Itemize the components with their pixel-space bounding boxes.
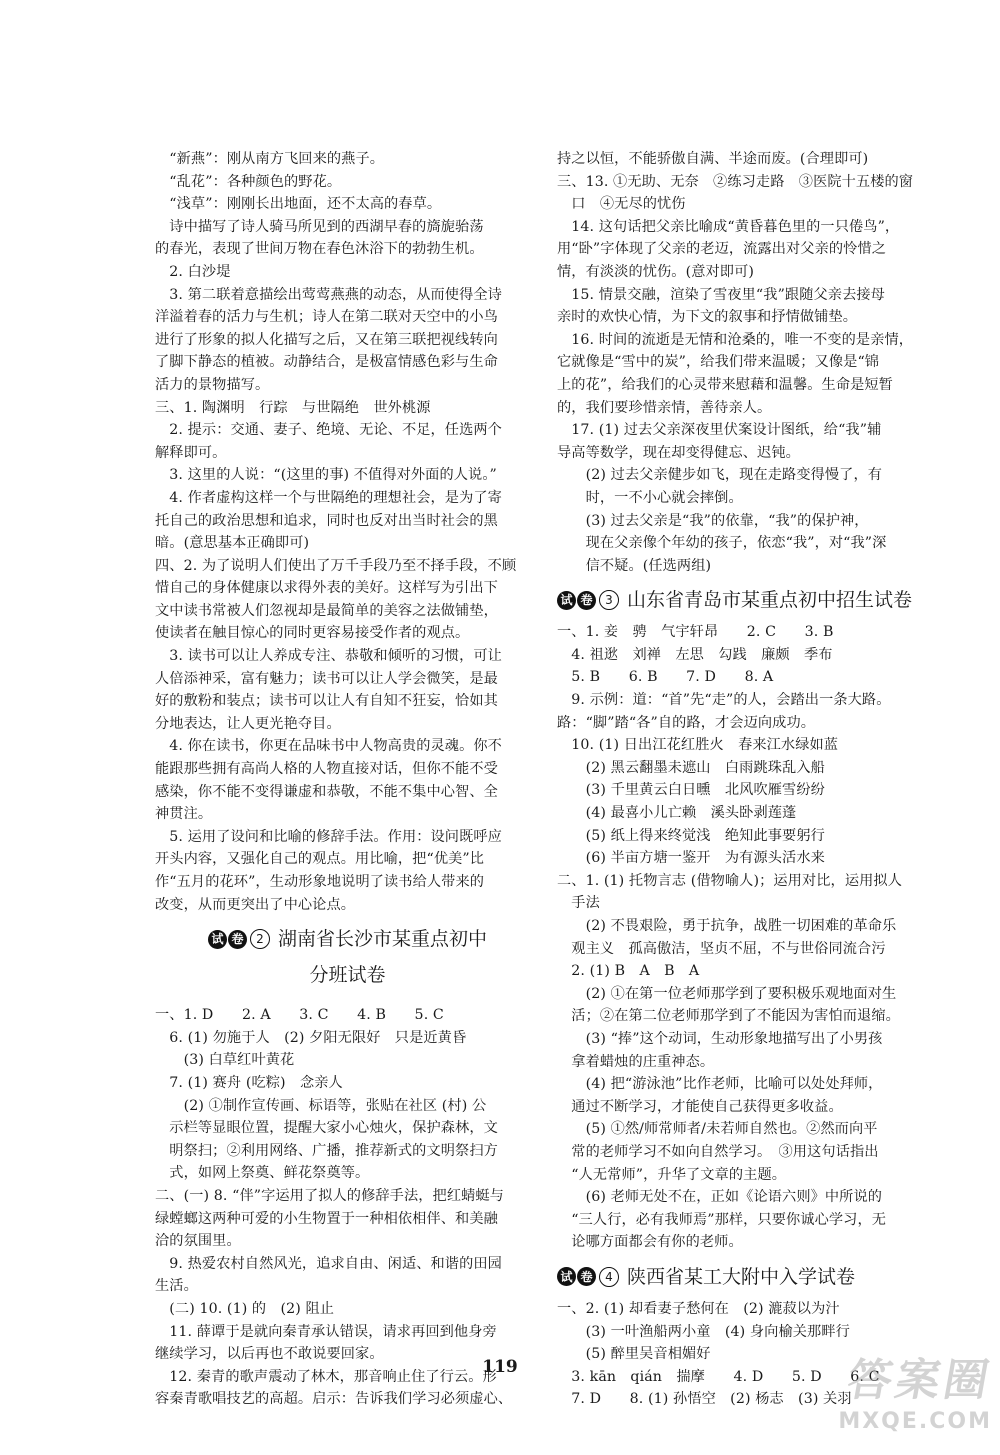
section-heading-exam4: [557, 1262, 952, 1292]
left-column: [155, 148, 540, 1411]
answers-block-exam1: [155, 148, 540, 916]
text-line: 式，如网上祭奠、鲜花祭奠等。: [155, 1165, 370, 1182]
page-number: 119: [482, 1357, 518, 1377]
text-line: 5. B 6. B 7. D 8. A: [557, 669, 774, 686]
text-line: 手法: [557, 895, 600, 912]
text-line: 通过不断学习，才能使自己获得更多收益。: [557, 1098, 843, 1115]
text-line: “新燕”：刚从南方飞回来的燕子。: [155, 151, 385, 167]
text-line: 二、1. (1) 托物言志 (借物喻人)；运用对比，运用拟人: [557, 872, 902, 889]
exam-number: 3: [599, 590, 619, 610]
text-line: 2. 提示：交通、妻子、绝境、无论、不足，任选两个: [155, 422, 502, 439]
text-line: (6) 老师无处不在，正如《论语六则》中所说的: [557, 1189, 883, 1206]
exam-title: 湖南省长沙市某重点初中: [277, 928, 487, 951]
text-line: “浅草”：刚刚长出地面，还不太高的春草。: [155, 196, 442, 213]
text-line: 生活。: [155, 1278, 198, 1295]
text-line: 它就像是“雪中的炭”，给我们带来温暖；又像是“锦: [557, 354, 880, 371]
text-line: “人无常师”，升华了文章的主题。: [557, 1166, 787, 1183]
text-line: 绿螳螂这两种可爱的小生物置于一种相依相伴、和美融: [155, 1210, 498, 1227]
text-line: 12. 秦青的歌声震动了林木，那音响止住了行云。形: [155, 1368, 497, 1385]
text-line: 改变，从而更突出了中心论点。: [155, 896, 356, 913]
text-line: 活；②在第二位老师那学到了不能因为害怕而退缩。: [557, 1008, 900, 1025]
section-heading-exam2: [155, 924, 540, 954]
exam-number: 2: [250, 929, 270, 949]
text-line: (5) ①然/师常师者/未若师自然也。②然而向平: [557, 1121, 878, 1138]
text-line: (2) 不畏艰险，勇于抗争，战胜一切困难的革命乐: [557, 918, 897, 934]
text-line: 导高等数学，现在却变得健忘、迟钝。: [557, 444, 800, 461]
text-line: 论哪方面都会有你的老师。: [557, 1234, 743, 1251]
text-line: 9. 示例：道：“首”先“走”的人，会踏出一条大路。: [557, 692, 891, 709]
text-line: 解释即可。: [155, 444, 227, 461]
text-line: 三、13. ①无助、无奈 ②练习走路 ③医院十五楼的窗: [557, 173, 914, 190]
text-line: 14. 这句话把父亲比喻成“黄昏暮色里的一只倦鸟”，: [557, 218, 900, 235]
text-line: 拿着蜡烛的庄重神态。: [557, 1053, 715, 1070]
text-line: (3) 千里黄云白日曛 北风吹雁雪纷纷: [557, 782, 825, 799]
answers-block-exam2-cont: [557, 148, 952, 577]
text-line: (4) 把“游泳池”比作老师，比喻可以处处拜师，: [557, 1076, 883, 1093]
text-line: 一、1. 妾 骋 气宇轩昂 2. C 3. B: [557, 624, 834, 641]
text-line: 二、(一) 8. “伴”字运用了拟人的修辞手法，把红蜻蜓与: [155, 1187, 504, 1204]
text-line: 3. kān qián 揣摩 4. D 5. D 6. C: [557, 1368, 880, 1385]
text-line: 亲时的欢快心情，为下文的叙事和抒情做铺垫。: [557, 309, 858, 326]
text-line: 四、2. 为了说明人们使出了万千手段乃至不择手段，不顾: [155, 557, 517, 574]
text-line: 开头内容，又强化自己的观点。用比喻，把“优美”比: [155, 851, 485, 868]
text-line: 2. 白沙堤: [155, 263, 231, 280]
text-line: 时，一不小心就会摔倒。: [557, 489, 743, 506]
text-line: 文中读书常被人们忽视却是最简单的美容之法做铺垫，: [155, 602, 498, 619]
badge-juan-icon: 卷: [577, 591, 596, 610]
text-line: 2. (1) B A B A: [557, 963, 700, 980]
text-line: 托自己的政治思想和追求，同时也反对出当时社会的黑: [155, 512, 498, 529]
text-line: 用“卧”字体现了父亲的老迈，流露出对父亲的怜惜之: [557, 241, 887, 258]
text-line: 上的花”，给我们的心灵带来慰藉和温馨。生命是短暂: [557, 376, 893, 393]
watermark-bottom-text: MXQE.COM: [838, 1409, 992, 1434]
text-line: “三人行，必有我师焉”那样，只要你诚心学习，无: [557, 1211, 887, 1228]
text-line: 常的老师学习不如向自然学习。 ③用这句话指出: [557, 1143, 879, 1160]
text-line: 一、2. (1) 却看妻子愁何在 (2) 漉菽以为汁: [557, 1300, 840, 1317]
text-line: (5) 纸上得来终觉浅 绝知此事要躬行: [557, 827, 825, 844]
text-line: 4. 祖逖 刘禅 左思 勾践 廉颇 季布: [557, 646, 833, 663]
text-line: 进行了形象的拟人化描写之后，又在第三联把视线转向: [155, 331, 498, 348]
text-line: (3) 白草红叶黄花: [155, 1052, 295, 1069]
text-line: 好的敷粉和装点；读书可以让人有自知不狂妄，恰如其: [155, 693, 498, 710]
right-column: [557, 148, 952, 1411]
text-line: “乱花”：各种颜色的野花。: [155, 173, 342, 190]
text-line: 17. (1) 过去父亲深夜里伏案设计图纸，给“我”辅: [557, 422, 882, 439]
watermark-top-text: 答案圈: [843, 1355, 997, 1406]
text-line: 现在父亲像个年幼的孩子，依恋“我”，对“我”深: [557, 535, 887, 552]
exam-title: 陕西省某工大附中入学试卷: [627, 1265, 856, 1288]
text-line: 感染，你不能不变得谦虚和恭敬，不能不集中心智、全: [155, 783, 498, 800]
badge-shi-icon: 试: [208, 930, 227, 949]
text-line: 容秦青歌唱技艺的高超。启示：告诉我们学习必须虚心、: [155, 1391, 513, 1408]
text-line: 11. 薛谭于是就向秦青承认错误，请求再回到他身旁: [155, 1323, 497, 1340]
badge-juan-icon: 卷: [577, 1267, 596, 1286]
badge-shi-icon: 试: [557, 591, 576, 610]
text-line: 5. 运用了设问和比喻的修辞手法。作用：设问既呼应: [155, 828, 502, 845]
text-line: (6) 半亩方塘一鉴开 为有源头活水来: [557, 850, 825, 867]
text-line: 使读者在触目惊心的同时更容易接受作者的观点。: [155, 625, 470, 642]
text-line: 了脚下静态的植被。动静结合，是极富情感色彩与生命: [155, 354, 498, 371]
text-line: 10. (1) 日出江花红胜火 春来江水绿如蓝: [557, 737, 839, 754]
text-line: (5) 醉里吴音相媚好: [557, 1346, 711, 1363]
text-line: (2) 黑云翻墨未遮山 白雨跳珠乱入船: [557, 759, 825, 776]
answers-block-exam3: [557, 621, 952, 1254]
text-line: 人倍添神采，富有魅力；读书可以让人学会微笑，是最: [155, 670, 498, 687]
text-line: 活力的景物描写。: [155, 376, 270, 393]
text-line: (3) 一叶渔船两小童 (4) 身向榆关那畔行: [557, 1323, 850, 1340]
text-line: 3. 读书可以让人养成专注、恭敬和倾听的习惯，可让: [155, 648, 502, 665]
watermark-logo: [787, 1355, 997, 1447]
text-line: 暗。(意思基本正确即可): [155, 535, 310, 552]
text-line: 一、1. D 2. A 3. C 4. B 5. C: [155, 1007, 444, 1024]
text-line: 4. 作者虚构这样一个与世隔绝的理想社会，是为了寄: [155, 489, 502, 506]
badge-shi-icon: 试: [557, 1267, 576, 1286]
text-line: (3) 过去父亲是“我”的依靠，“我”的保护神，: [557, 512, 869, 529]
text-line: 惜自己的身体健康以求得外表的美好。这样写为引出下: [155, 580, 498, 597]
text-line: 继续学习，以后再也不敢说要回家。: [155, 1346, 384, 1363]
text-line: 3. 第二联着意描绘出莺莺燕燕的动态，从而使得全诗: [155, 286, 502, 303]
section-heading-exam3: [557, 585, 952, 615]
text-line: 分地表达，让人更光艳夺目。: [155, 715, 341, 732]
text-line: 7. (1) 赛舟 (吃粽) 念亲人: [155, 1074, 343, 1091]
text-line: 情，有淡淡的忧伤。(意对即可): [557, 263, 755, 280]
text-line: 三、1. 陶渊明 行踪 与世隔绝 世外桃源: [155, 399, 431, 416]
exam-title: 山东省青岛市某重点初中招生试卷: [627, 589, 913, 612]
text-line: 的春光，表现了世间万物在春色沐浴下的勃勃生机。: [155, 241, 484, 258]
text-line: 7. D 8. (1) 孙悟空 (2) 杨志 (3) 关羽: [557, 1391, 852, 1408]
text-line: 16. 时间的流逝是无情和沧桑的，唯一不变的是亲情，: [557, 331, 914, 348]
text-line: 4. 你在读书，你更在品味书中人物高贵的灵魂。你不: [155, 738, 502, 755]
badge-juan-icon: 卷: [228, 930, 247, 949]
text-line: (4) 最喜小儿亡赖 溪头卧剥莲蓬: [557, 805, 797, 822]
text-line: 路：“脚”踏“各”自的路，才会迈向成功。: [557, 714, 816, 731]
text-line: 作“五月的花环”，生动形象地说明了读书给人带来的: [155, 874, 485, 890]
text-line: 洋溢着春的活力与生机；诗人在第二联对天空中的小鸟: [155, 309, 498, 326]
text-line: (3) “捧”这个动词，生动形象地描写出了小男孩: [557, 1030, 883, 1047]
text-line: (2) ①在第一位老师那学到了要积极乐观地面对生: [557, 985, 897, 1002]
text-line: (2) ①制作宣传画、标语等，张贴在社区 (村) 公: [155, 1097, 487, 1114]
text-line: 信不疑。(任选两组): [557, 557, 712, 574]
exam-title-line2: 分班试卷: [309, 964, 386, 987]
text-line: 的，我们要珍惜亲情，善待亲人。: [557, 399, 772, 416]
text-line: 9. 热爱农村自然风光，追求自由、闲适、和谐的田园: [155, 1255, 502, 1272]
answers-block-exam2: [155, 1004, 540, 1411]
text-line: 明祭扫；②利用网络、广播，推荐新式的文明祭扫方: [155, 1142, 498, 1159]
text-line: 3. 这里的人说：“(这里的事) 不值得对外面的人说。”: [155, 467, 497, 484]
text-line: 6. (1) 勿施于人 (2) 夕阳无限好 只是近黄昏: [155, 1029, 467, 1046]
text-line: 15. 情景交融，渲染了雪夜里“我”跟随父亲去接母: [557, 286, 885, 303]
text-line: 观主义 孤高傲洁，坚贞不屈，不与世俗同流合污: [557, 940, 886, 957]
text-line: 示栏等显眼位置，提醒大家小心烛火，保护森林，文: [155, 1120, 498, 1137]
text-line: 能跟那些拥有高尚人格的人物直接对话，但你不能不受: [155, 761, 498, 778]
text-line: (2) 过去父亲健步如飞，现在走路变得慢了，有: [557, 467, 883, 484]
text-line: 洽的氛围里。: [155, 1233, 241, 1250]
text-line: 持之以恒，不能骄傲自满、半途而废。(合理即可): [557, 151, 869, 167]
exam-number: 4: [599, 1267, 619, 1287]
text-line: 口 ④无尽的忧伤: [557, 196, 686, 213]
text-line: (二) 10. (1) 的 (2) 阻止: [155, 1300, 335, 1317]
text-line: 诗中描写了诗人骑马所见到的西湖早春的旖旎骀荡: [155, 218, 484, 235]
text-line: 神贯注。: [155, 806, 213, 823]
